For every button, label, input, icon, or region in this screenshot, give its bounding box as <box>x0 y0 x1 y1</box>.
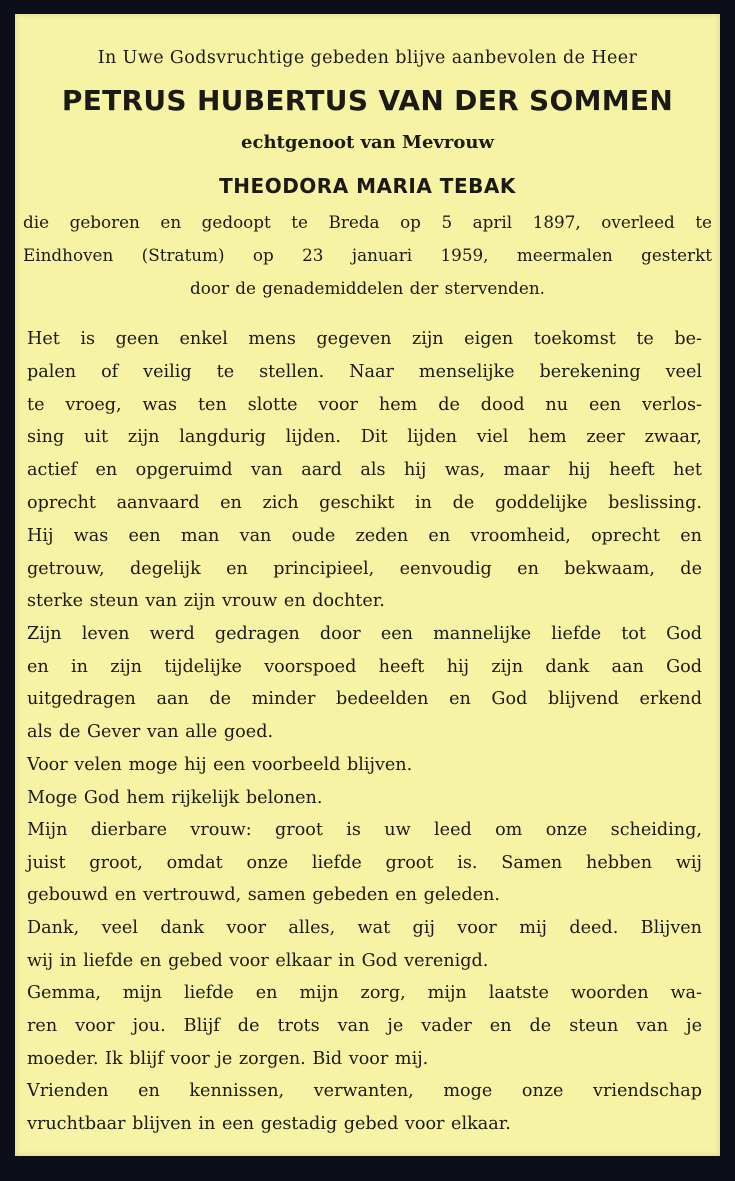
eulogy-line: juist groot, omdat onze liefde groot is. Samen hebben wij <box>27 853 702 873</box>
eulogy-line: ren voor jou. Blijf de trots van je vader en de steun van je <box>27 1016 702 1036</box>
memorial-card <box>15 14 720 1156</box>
eulogy-line: als de Gever van alle goed. <box>27 722 274 742</box>
eulogy-line: gebouwd en vertrouwd, samen gebeden en geleden. <box>27 885 500 905</box>
eulogy-line: sterke steun van zijn vrouw en dochter. <box>27 591 385 611</box>
spouse-name: THEODORA MARIA TEBAK <box>219 174 516 198</box>
eulogy-line: Vrienden en kennissen, verwanten, moge onze vriendschap <box>27 1081 702 1101</box>
eulogy-line: Mijn dierbare vrouw: groot is uw leed om onze scheiding, <box>27 820 702 840</box>
eulogy-line: palen of veilig te stellen. Naar menselijke berekening veel <box>27 362 702 382</box>
deceased-name: PETRUS HUBERTUS VAN DER SOMMEN <box>61 84 674 117</box>
eulogy-line: te vroeg, was ten slotte voor hem de dood nu een verlos- <box>27 395 702 415</box>
eulogy-line: sing uit zijn langdurig lijden. Dit lijden viel hem zeer zwaar, <box>27 427 702 447</box>
eulogy-line: Hij was een man van oude zeden en vroomheid, oprecht en <box>27 526 702 546</box>
birth-line: die geboren en gedoopt te Breda op 5 april 1897, overleed te <box>23 212 712 232</box>
birth-line: door de genademiddelen der stervenden. <box>190 278 545 298</box>
birth-line: Eindhoven (Stratum) op 23 januari 1959, meermalen gesterkt <box>23 245 712 265</box>
eulogy-line: oprecht aanvaard en zich geschikt in de goddelijke beslissing. <box>27 493 702 513</box>
eulogy-line: moeder. Ik blijf voor je zorgen. Bid voor mij. <box>27 1049 429 1069</box>
spouse-intro: echtgenoot van Mevrouw <box>241 132 494 153</box>
eulogy-line: wij in liefde en gebed voor elkaar in God verenigd. <box>27 951 489 971</box>
eulogy-line: Zijn leven werd gedragen door een mannelijke liefde tot God <box>27 624 702 644</box>
eulogy-line: Moge God hem rijkelijk belonen. <box>27 788 323 808</box>
eulogy-line: uitgedragen aan de minder bedeelden en God blijvend erkend <box>27 689 702 709</box>
eulogy-line: vruchtbaar blijven in een gestadig gebed voor elkaar. <box>27 1114 511 1134</box>
eulogy-line: actief en opgeruimd van aard als hij was, maar hij heeft het <box>27 460 702 480</box>
eulogy-line: Voor velen moge hij een voorbeeld blijven. <box>27 755 413 775</box>
eulogy-line: Het is geen enkel mens gegeven zijn eigen toekomst te be- <box>27 329 702 349</box>
eulogy-line: Gemma, mijn liefde en mijn zorg, mijn laatste woorden wa- <box>27 983 702 1003</box>
eulogy-line: Dank, veel dank voor alles, wat gij voor mij deed. Blijven <box>27 918 702 938</box>
invocation-line: In Uwe Godsvruchtige gebeden blijve aanbevolen de Heer <box>97 48 638 68</box>
eulogy-line: en in zijn tijdelijke voorspoed heeft hij zijn dank aan God <box>27 657 702 677</box>
eulogy-line: getrouw, degelijk en principieel, eenvoudig en bekwaam, de <box>27 559 702 579</box>
